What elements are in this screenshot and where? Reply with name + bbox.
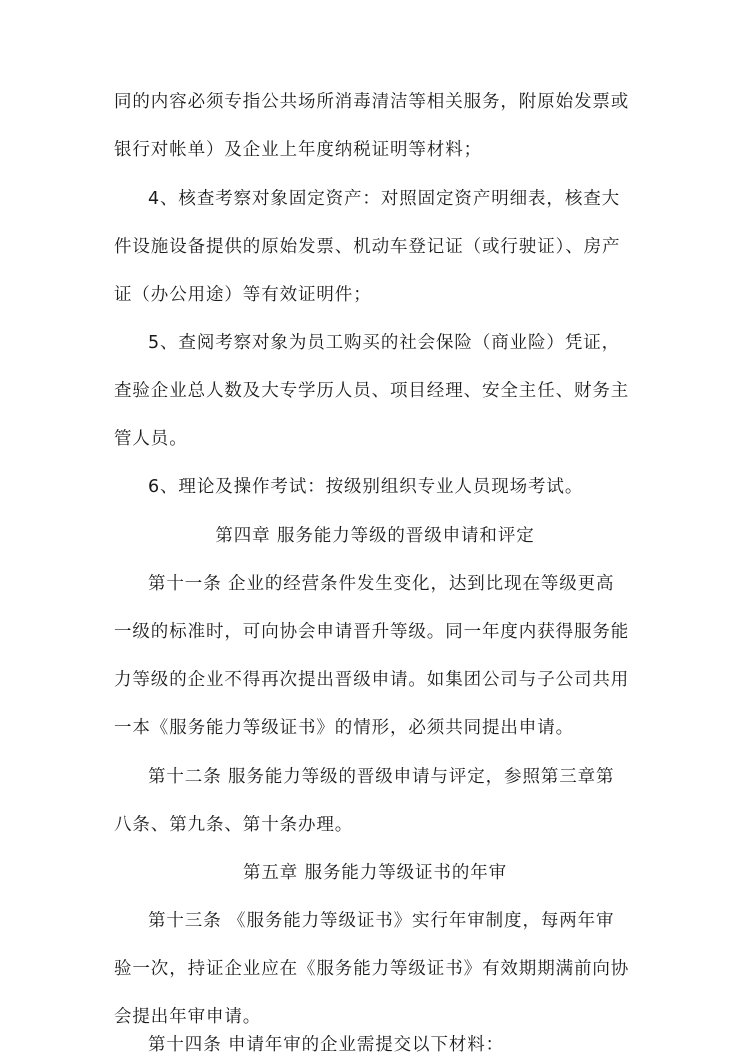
list-item-6: 6、理论及操作考试：按级别组织专业人员现场考试。 (148, 477, 584, 497)
article-13: 第十三条 《服务能力等级证书》实行年审制度，每两年审 (148, 911, 615, 931)
paragraph-line: 证（办公用途）等有效证明件； (114, 285, 372, 305)
article-12: 第十二条 服务能力等级的晋级申请与评定，参照第三章第 (148, 767, 615, 787)
chapter-heading-4: 第四章 服务能力等级的晋级申请和评定 (215, 526, 535, 546)
paragraph-line: 一级的标准时，可向协会申请晋升等级。同一年度内获得服务能 (114, 622, 630, 642)
article-11: 第十一条 企业的经营条件发生变化，达到比现在等级更高 (148, 574, 615, 594)
paragraph-line: 会提出年审申请。 (114, 1007, 262, 1027)
paragraph-line: 力等级的企业不得再次提出晋级申请。如集团公司与子公司共用 (114, 670, 630, 690)
paragraph-line: 件设施设备提供的原始发票、机动车登记证（或行驶证）、房产 (114, 237, 621, 257)
paragraph-line: 银行对帐单）及企业上年度纳税证明等材料； (114, 140, 482, 160)
list-item-5: 5、查阅考察对象为员工购买的社会保险（商业险）凭证， (148, 333, 621, 353)
paragraph-line: 同的内容必须专指公共场所消毒清洁等相关服务，附原始发票或 (114, 92, 630, 112)
article-14: 第十四条 申请年审的企业需提交以下材料： (148, 1035, 505, 1055)
paragraph-line: 管人员。 (114, 429, 188, 449)
paragraph-line: 一本《服务能力等级证书》的情形，必须共同提出申请。 (114, 718, 574, 738)
paragraph-line: 八条、第九条、第十条办理。 (114, 815, 354, 835)
chapter-heading-5: 第五章 服务能力等级证书的年审 (242, 863, 508, 883)
list-item-4: 4、核查考察对象固定资产：对照固定资产明细表，核查大 (148, 189, 621, 209)
paragraph-line: 验一次，持证企业应在《服务能力等级证书》有效期期满前向协 (114, 959, 630, 979)
paragraph-line: 查验企业总人数及大专学历人员、项目经理、安全主任、财务主 (114, 381, 630, 401)
